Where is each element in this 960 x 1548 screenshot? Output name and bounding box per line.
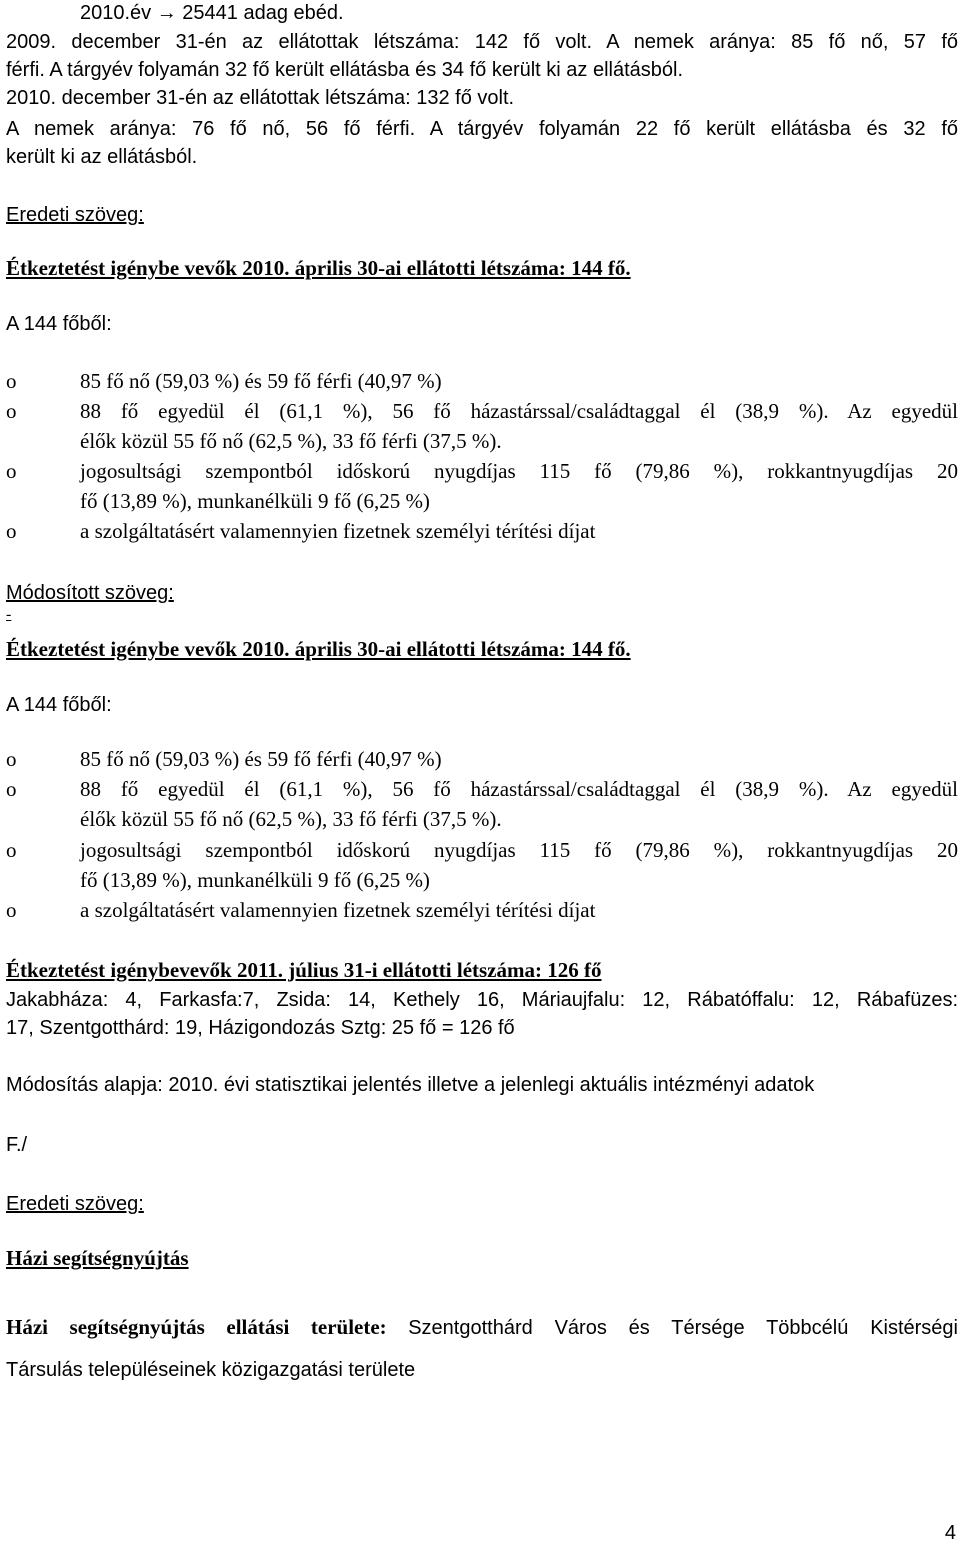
list-item-continuation: fő (13,89 %), munkanélküli 9 fő (6,25 %) — [80, 489, 430, 513]
modification-basis: Módosítás alapja: 2010. évi statisztikai jelentés illetve a jelenlegi aktuális intézményi adatok — [6, 1074, 815, 1096]
bullet-marker: o — [6, 519, 17, 543]
original-subheading: A 144 főből: — [6, 313, 112, 335]
service-area-line-2: Társulás településeinek közigazgatási területe — [6, 1359, 416, 1381]
arrow-icon: → — [156, 2, 177, 24]
modified-subheading: A 144 főből: — [6, 694, 112, 716]
page-number: 4 — [944, 1522, 956, 1544]
list-item: 85 fő nő (59,03 %) és 59 fő férfi (40,97 %) — [80, 369, 442, 393]
intro-portions: 25441 adag ebéd. — [182, 2, 344, 24]
intro-line-6: került ki az ellátásból. — [6, 146, 198, 168]
intro-line-4: 2010. december 31-én az ellátottak létszáma: 132 fő volt. — [6, 87, 515, 109]
service-area-text: Szentgotthárd Város és Térsége Többcélú Kistérségi — [408, 1317, 959, 1339]
original-text-label: Eredeti szöveg: — [6, 204, 144, 226]
section-f-label: F./ — [6, 1134, 28, 1156]
list-item: 85 fő nő (59,03 %) és 59 fő férfi (40,97 %) — [80, 747, 442, 771]
list-item: 88 fő egyedül él (61,1 %), 56 fő házastárssal/családtaggal él (38,9 %). Az egyedül — [80, 777, 958, 801]
list-item-continuation: élők közül 55 fő nő (62,5 %), 33 fő férfi (37,5 %). — [80, 429, 502, 453]
modified-marker: - — [6, 606, 12, 623]
list-item-continuation: fő (13,89 %), munkanélküli 9 fő (6,25 %) — [80, 868, 430, 892]
settlement-breakdown-line-2: 17, Szentgotthárd: 19, Házigondozás Sztg: 25 fő = 126 fő — [6, 1017, 515, 1039]
intro-line-2: 2009. december 31-én az ellátottak létszáma: 142 fő volt. A nemek aránya: 85 fő nő, 57 fő — [6, 31, 958, 53]
list-item: a szolgáltatásért valamennyien fizetnek személyi térítési díjat — [80, 898, 596, 922]
list-item-continuation: élők közül 55 fő nő (62,5 %), 33 fő férfi (37,5 %). — [80, 807, 502, 831]
bullet-marker: o — [6, 399, 17, 423]
bullet-marker: o — [6, 459, 17, 483]
intro-line-5: A nemek aránya: 76 fő nő, 56 fő férfi. A tárgyév folyamán 22 fő került ellátásba és 32 fő — [6, 118, 958, 140]
list-item: jogosultsági szempontból időskorú nyugdíjas 115 fő (79,86 %), rokkantnyugdíjas 20 — [80, 838, 958, 862]
list-item: 88 fő egyedül él (61,1 %), 56 fő házastárssal/családtaggal él (38,9 %). Az egyedül — [80, 399, 958, 423]
service-area-label: Házi segítségnyújtás ellátási területe: — [6, 1315, 387, 1339]
intro-line-3: férfi. A tárgyév folyamán 32 fő került ellátásba és 34 fő került ki az ellátásból. — [6, 59, 684, 81]
section-f-title: Házi segítségnyújtás — [6, 1246, 189, 1270]
modified-text-label: Módosított szöveg: — [6, 582, 174, 604]
bullet-marker: o — [6, 747, 17, 771]
original-heading: Étkeztetést igénybe vevők 2010. április 30-ai ellátotti létszáma: 144 fő. — [6, 256, 631, 280]
intro-year: 2010.év — [80, 2, 152, 24]
list-item: jogosultsági szempontból időskorú nyugdíjas 115 fő (79,86 %), rokkantnyugdíjas 20 — [80, 459, 958, 483]
section-f-original-label: Eredeti szöveg: — [6, 1193, 144, 1215]
intro-line-1 — [80, 0, 958, 28]
bullet-marker: o — [6, 898, 17, 922]
settlement-breakdown-line-1: Jakabháza: 4, Farkasfa:7, Zsida: 14, Kethely 16, Máriaujfalu: 12, Rábatóffalu: 12, Rábafüzes: — [6, 989, 958, 1011]
bullet-marker: o — [6, 838, 17, 862]
bullet-marker: o — [6, 777, 17, 801]
list-item: a szolgáltatásért valamennyien fizetnek személyi térítési díjat — [80, 519, 596, 543]
bullet-marker: o — [6, 369, 17, 393]
modified-heading: Étkeztetést igénybe vevők 2010. április 30-ai ellátotti létszáma: 144 fő. — [6, 637, 631, 661]
service-area-line-1 — [6, 1312, 958, 1343]
modified-heading-2011: Étkeztetést igénybevevők 2011. július 31-i ellátotti létszáma: 126 fő — [6, 958, 602, 982]
